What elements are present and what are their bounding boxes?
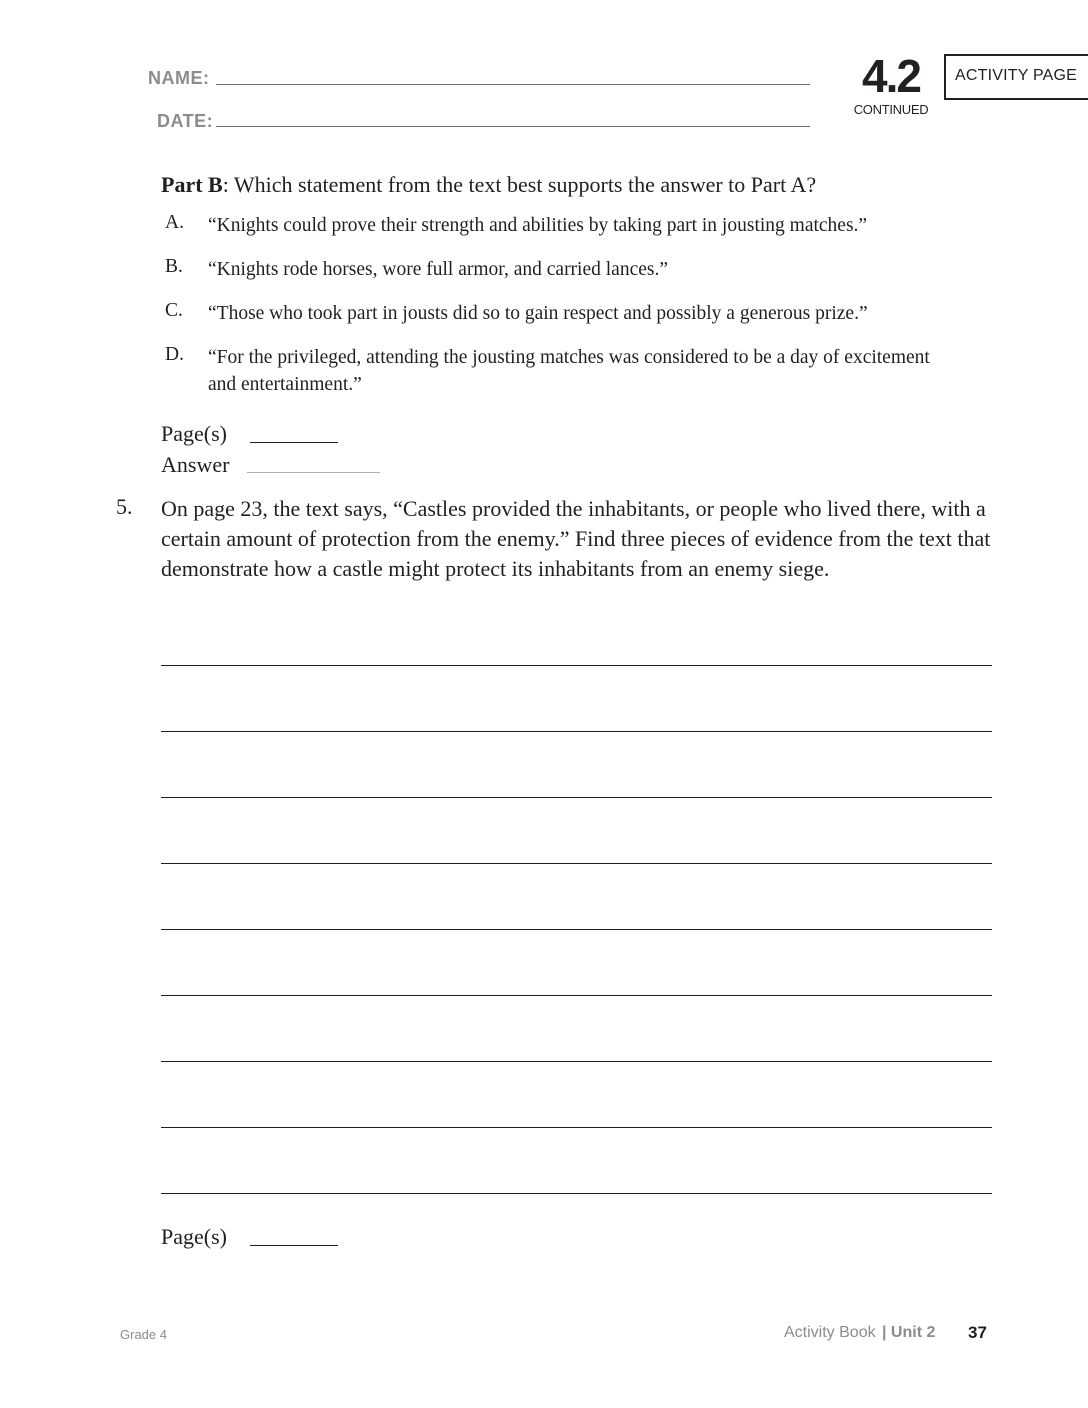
footer-book: Activity Book (784, 1324, 876, 1341)
part-b-label: Part B (161, 172, 223, 197)
continued-label: CONTINUED (853, 102, 929, 117)
answer-line[interactable] (161, 797, 992, 798)
part-b-question-text: : Which statement from the text best supports the answer to Part A? (222, 172, 817, 197)
part-b-answer-label: Answer (161, 452, 230, 477)
answer-line[interactable] (161, 731, 992, 732)
option-b-letter[interactable]: B. (165, 256, 183, 277)
question-5-pages-field[interactable] (250, 1245, 338, 1246)
activity-number: 4.2 (862, 50, 920, 102)
question-5-number: 5. (116, 494, 133, 519)
answer-line[interactable] (161, 929, 992, 930)
part-b-question (161, 172, 816, 198)
question-5-pages-label: Page(s) (161, 1224, 227, 1249)
answer-line[interactable] (161, 1127, 992, 1128)
name-label: NAME: (148, 68, 210, 88)
date-field[interactable] (216, 126, 810, 127)
part-b-pages-label: Page(s) (161, 421, 227, 446)
answer-line[interactable] (161, 1193, 992, 1194)
footer-unit: | Unit 2 (882, 1324, 936, 1341)
option-a-text[interactable]: “Knights could prove their strength and abilities by taking part in jousting matches.” (208, 215, 868, 236)
part-b-pages-field[interactable] (250, 442, 338, 443)
option-c-letter[interactable]: C. (165, 300, 183, 321)
option-a-letter[interactable]: A. (165, 212, 184, 233)
answer-line[interactable] (161, 995, 992, 996)
activity-page-label: ACTIVITY PAGE (955, 67, 1078, 84)
date-label: DATE: (157, 111, 214, 131)
question-5-text: On page 23, the text says, “Castles provided the inhabitants, or people who lived there, with a certain amount of protection from the enemy.” Find three pieces of evidence from the text that demonstrate how a castle might protect its inhabitants from an enemy siege. (161, 496, 991, 581)
part-b-answer-field[interactable] (247, 472, 380, 473)
option-c-text[interactable]: “Those who took part in jousts did so to gain respect and possibly a generous prize.” (208, 303, 868, 324)
option-d-text[interactable]: “For the privileged, attending the jousting matches was considered to be a day of excitement and entertainment.” (208, 347, 930, 395)
answer-line[interactable] (161, 665, 992, 666)
footer-page-number: 37 (968, 1323, 987, 1342)
footer-grade: Grade 4 (120, 1327, 167, 1342)
name-field[interactable] (216, 84, 810, 85)
answer-line[interactable] (161, 863, 992, 864)
answer-line[interactable] (161, 1061, 992, 1062)
option-b-text[interactable]: “Knights rode horses, wore full armor, and carried lances.” (208, 259, 669, 280)
option-d-letter[interactable]: D. (165, 344, 184, 365)
